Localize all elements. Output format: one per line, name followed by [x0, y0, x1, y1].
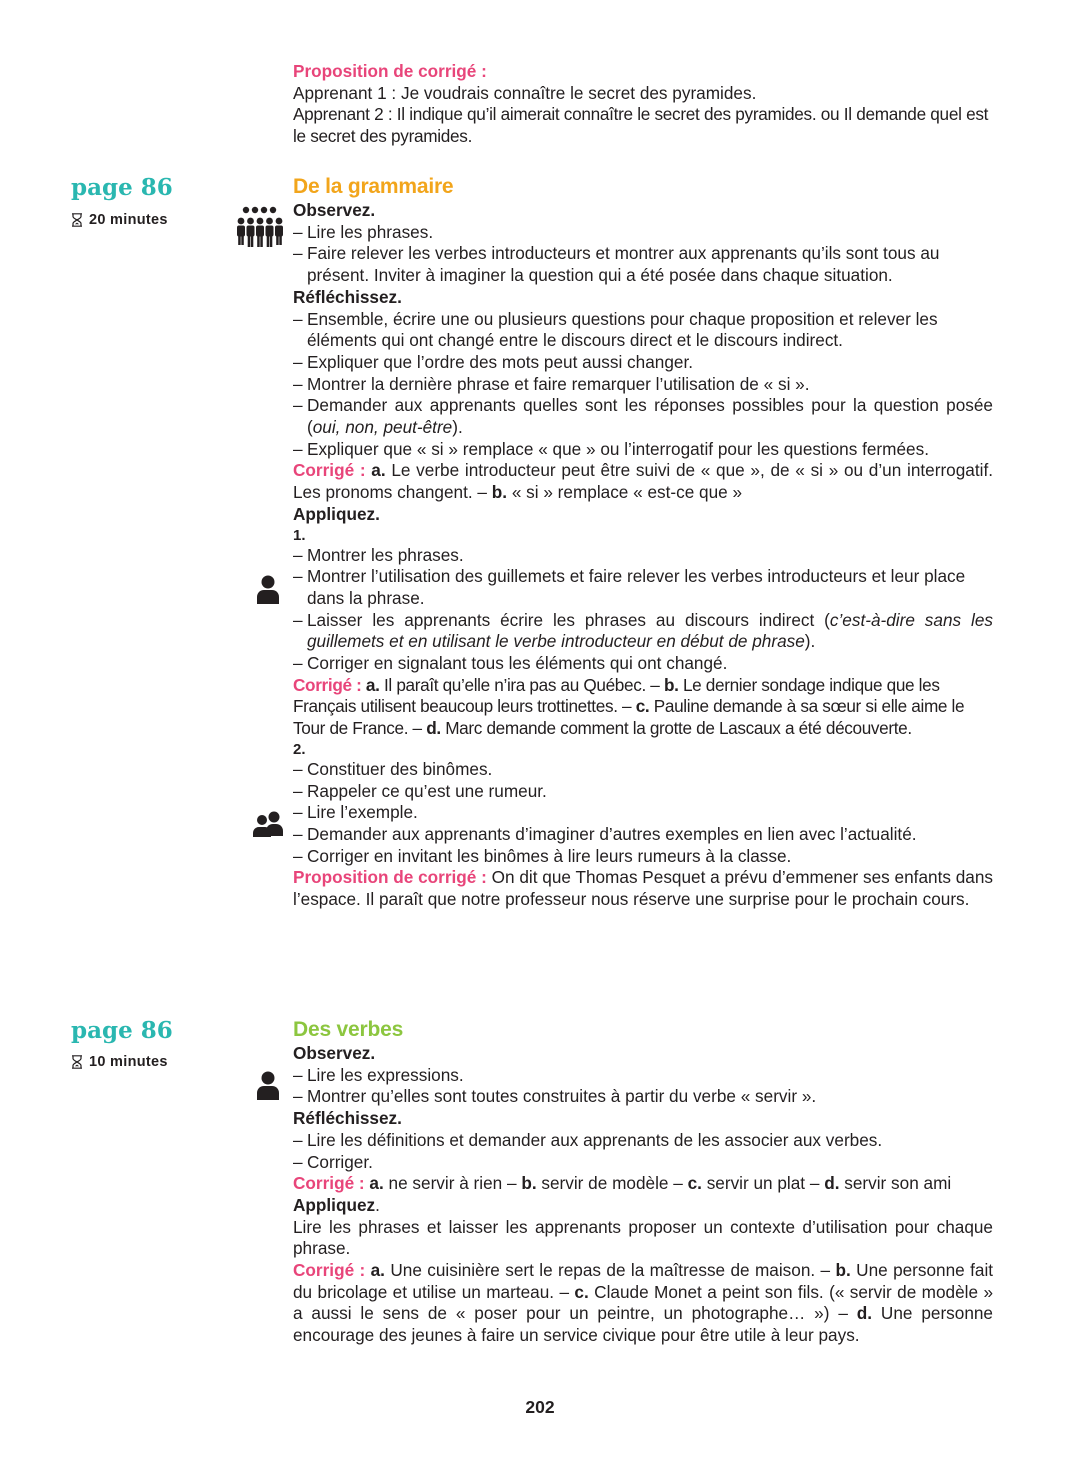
section1-duration: [71, 212, 168, 228]
list-item: – Faire relever les verbes introducteurs et montrer aux apprenants qu’ils sont tous au présent. Inviter à imaginer la question qui a été posée dans chaque situation.: [293, 243, 940, 286]
section2-page-ref: page 86: [71, 1017, 173, 1044]
reflechissez-heading: Réfléchissez.: [293, 286, 402, 307]
exercise-1-number: 1.: [293, 526, 306, 544]
list-item: – Montrer l’utilisation des guillemets et faire relever les verbes introducteurs et leur place dans la phrase.: [293, 566, 966, 608]
section1-page-ref: page 86: [71, 174, 173, 201]
appliquez-text: Lire les phrases et laisser les apprenants proposer un contexte d’utilisation pour chaque phrase.: [293, 1216, 993, 1259]
corrige-section2-1: Corrigé : a. ne servir à rien – b. servir de modèle – c. servir un plat – d. servir son ami: [293, 1173, 952, 1194]
observez-list: [293, 222, 993, 287]
observez-heading: Observez.: [293, 1043, 376, 1063]
person-icon: [257, 1071, 279, 1101]
list-item: – Laisser les apprenants écrire les phrases au discours indirect (c’est-à-dire sans les guillemets et en utilisant le verbe introducteur en début de phrase).: [293, 609, 993, 652]
corrige-section2-2: Corrigé : a. Une cuisinière sert le repas de la maîtresse de maison. – b. Une personne fait du bricolage et utilise un marteau. – c. Claude Monet a peint son fils. (« servir de modèle » a aussi le sens de « poser pour un peintre, un photographe… ») – d. Une personne encourage des jeunes à faire un service civique pour être utile à leur pays.: [293, 1260, 994, 1346]
hourglass-icon: [71, 1055, 83, 1069]
list-item: – Rappeler ce qu’est une rumeur.: [293, 780, 547, 801]
proposition-ex2: Proposition de corrigé : On dit que Thomas Pesquet a prévu d’emmener ses enfants dans l’espace. Il paraît que notre professeur nous réserve une surprise pour le prochain cours.: [293, 867, 993, 910]
list-item: – Montrer qu’elles sont toutes construites à partir du verbe « servir ».: [293, 1086, 817, 1107]
pair-icon: [253, 811, 285, 837]
list-item: – Corriger en invitant les binômes à lire leurs rumeurs à la classe.: [293, 845, 792, 866]
reflechissez-list: [293, 309, 993, 461]
apprenant-1-line: Apprenant 1 : Je voudrais connaître le secret des pyramides.: [293, 82, 757, 103]
reflechissez-list: [293, 1130, 993, 1173]
list-item: – Demander aux apprenants quelles sont les réponses possibles pour la question posée (oui, non, peut-être).: [293, 395, 993, 438]
corrige-1: Corrigé : a. Le verbe introducteur peut être suivi de « que », de « si » ou d’un interrogatif. Les pronoms changent. – b. « si » remplace « est-ce que »: [293, 460, 993, 503]
apprenant-2-line: Apprenant 2 : Il indique qu’il aimerait connaître le secret des pyramides. ou Il demande quel est le secret des pyramides.: [293, 104, 989, 147]
exercise-2-list: [293, 759, 993, 868]
list-item: – Constituer des binômes.: [293, 758, 493, 779]
appliquez-heading: Appliquez.: [293, 503, 380, 524]
list-item: – Demander aux apprenants d’imaginer d’autres exemples en lien avec l’actualité.: [293, 823, 917, 844]
section2-content: [293, 1017, 993, 1347]
list-item: – Ensemble, écrire une ou plusieurs questions pour chaque proposition et relever les éléments qui ont changé entre le discours direct et le discours indirect.: [293, 308, 938, 351]
reflechissez-heading: Réfléchissez.: [293, 1108, 402, 1129]
exercise-2-number: 2.: [293, 740, 306, 758]
section2-duration-text: 10 minutes: [89, 1054, 168, 1070]
list-item: – Expliquer que l’ordre des mots peut aussi changer.: [293, 351, 693, 372]
page-number: 202: [525, 1397, 555, 1417]
section2-title: Des verbes: [293, 1018, 404, 1041]
top-block: [293, 61, 993, 148]
list-item: – Montrer la dernière phrase et faire remarquer l’utilisation de « si ».: [293, 373, 810, 394]
proposition-label: Proposition de corrigé :: [293, 61, 487, 81]
corrige-ex1: Corrigé : a. Il paraît qu’elle n’ira pas au Québec. – b. Le dernier sondage indique que les Français utilisent beaucoup leurs trottinettes. – c. Pauline demande à sa sœur si elle aime le Tour de France. – d. Marc demande comment la grotte de Lascaux a été découverte.: [293, 674, 965, 739]
hourglass-icon: [71, 213, 83, 227]
observez-list: [293, 1065, 993, 1108]
section1-title: De la grammaire: [293, 175, 454, 198]
list-item: – Lire les expressions.: [293, 1064, 464, 1085]
group-icon: [236, 206, 284, 248]
list-item: – Lire l’exemple.: [293, 802, 418, 823]
list-item: – Corriger en signalant tous les éléments qui ont changé.: [293, 653, 728, 674]
list-item: – Lire les définitions et demander aux apprenants de les associer aux verbes.: [293, 1129, 883, 1150]
person-icon: [257, 575, 279, 605]
section1-duration-text: 20 minutes: [89, 212, 168, 228]
list-item: – Expliquer que « si » remplace « que » ou l’interrogatif pour les questions fermées.: [293, 438, 929, 459]
appliquez-heading: Appliquez.: [293, 1194, 380, 1215]
observez-heading: Observez.: [293, 200, 376, 220]
section1-content: [293, 174, 993, 911]
list-item: – Montrer les phrases.: [293, 544, 464, 565]
section2-duration: [71, 1054, 168, 1070]
list-item: – Lire les phrases.: [293, 221, 434, 242]
list-item: – Corriger.: [293, 1151, 373, 1172]
exercise-1-list: [293, 545, 993, 675]
